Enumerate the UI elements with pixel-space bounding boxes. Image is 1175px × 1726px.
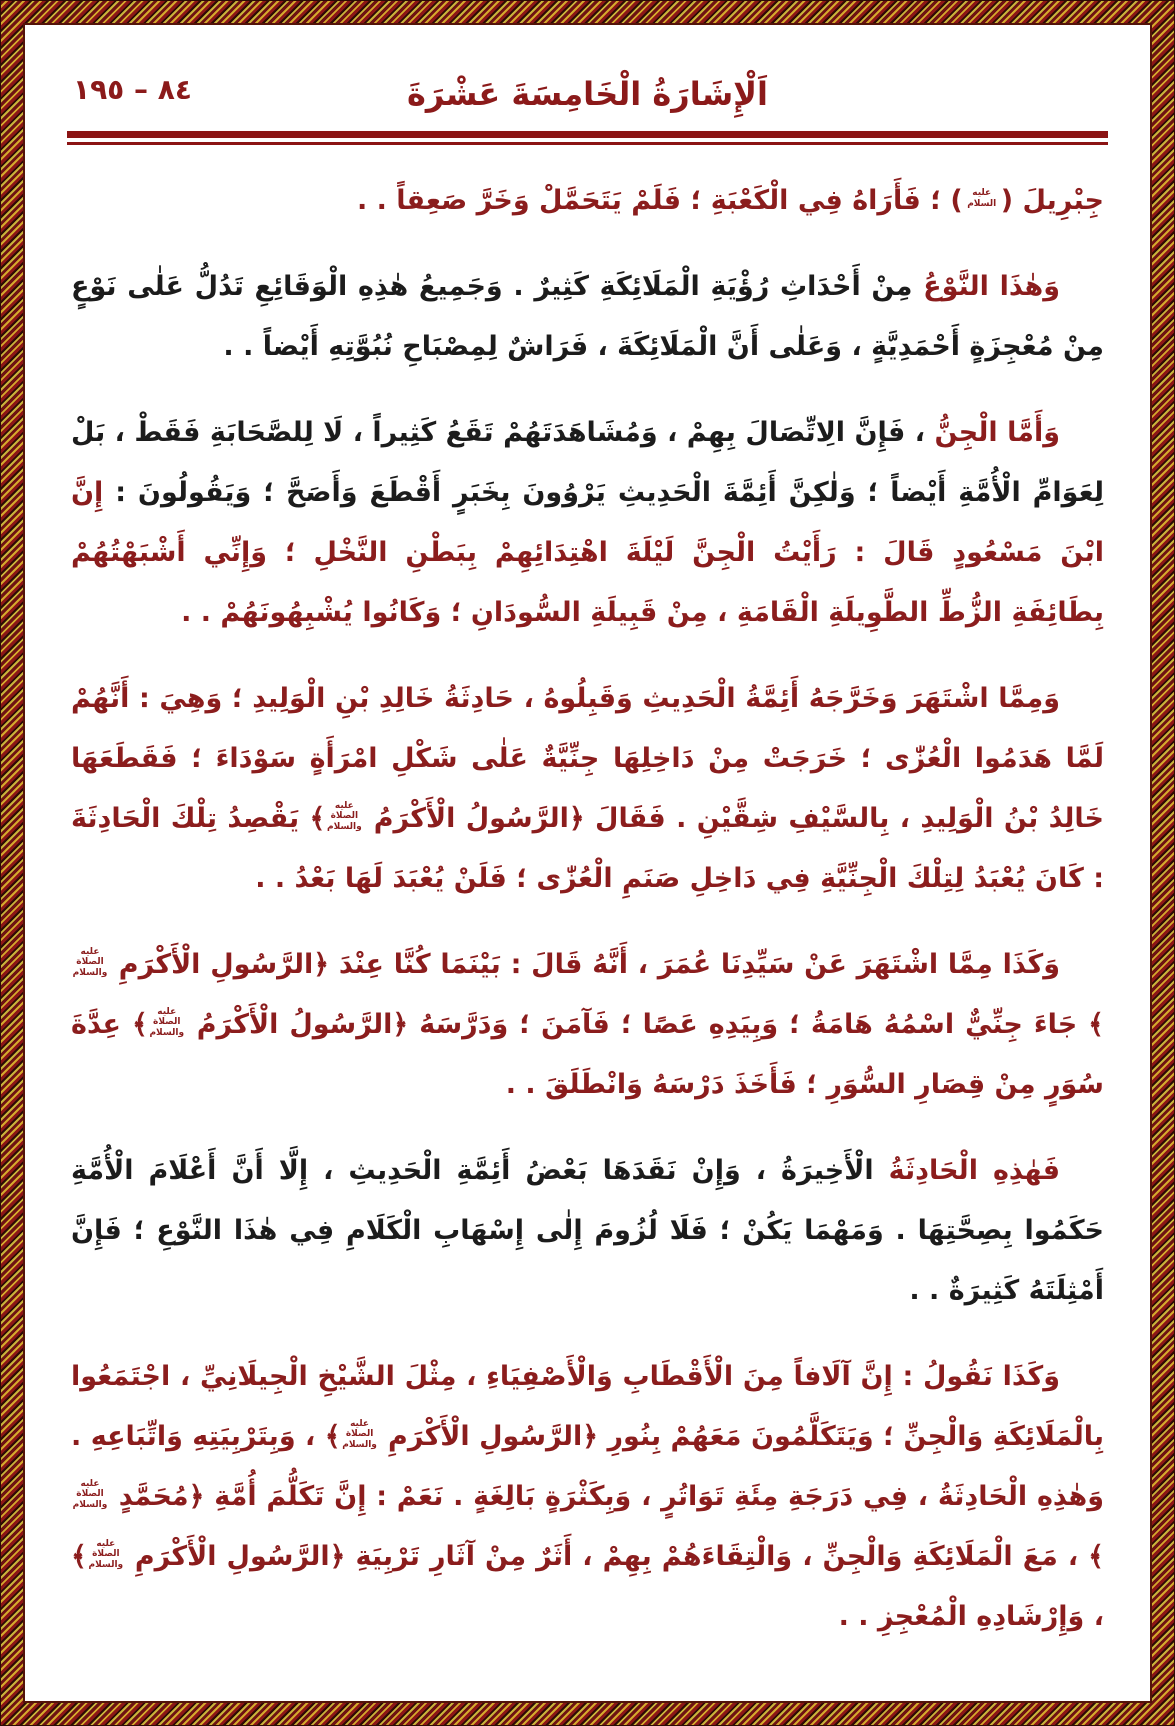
text-segment: وَكَذَا مِمَّا اشْتَهَرَ عَنْ سَيِّدِنَا عُمَرَ ، أَنَّهُ قَالَ : بَيْنَمَا كُنَّا عِنْدَ ﴿الرَّسُولِ الْأَكْرَمِ [109,949,1060,980]
text-segment: وَمِمَّا اشْتَهَرَ وَخَرَّجَهُ أَئِمَّةُ الْحَدِيثِ وَقَبِلُوهُ ، حَادِثَةُ خَالِدِ بْنِ الْوَلِيدِ ؛ وَهِيَ : أَنَّهُمْ لَمَّا هَدَمُوا الْعُزّٰى ؛ خَرَجَتْ مِنْ دَاخِلِهَا جِنِّيَّةٌ عَلٰى شَكْلِ امْرَأَةٍ سَوْدَاءَ ؛ فَقَطَعَهَا خَالِدُ بْنُ الْوَلِيدِ ، بِالسَّيْفِ شِقَّيْنِ . فَقَالَ ﴿الرَّسُولُ الْأَكْرَمُ [71,683,1104,834]
text-segment: ﴾ جَاءَ جِنِّيٌّ اسْمُهُ هَامَةُ ؛ وَبِيَدِهِ عَصًا ؛ فَآمَنَ ؛ وَدَرَّسَهُ ﴿الرَّسُولُ الْأَكْرَمُ [185,1009,1105,1040]
text-segment: جِبْرِيلَ ( [1000,185,1104,216]
honorific-seal: عليه الصلاة والسلام [149,1007,185,1038]
page-header [65,65,1110,123]
honorific-seal: عليه الصلاة والسلام [327,801,362,832]
paragraph-1 [71,171,1104,231]
text-segment: وَهٰذَا النَّوْعُ [912,271,1060,302]
honorific-seal: عليه الصلاة والسلام [342,1419,377,1450]
body-text [65,171,1110,1647]
text-segment: ) ؛ فَأَرَاهُ فِي الْكَعْبَةِ ؛ فَلَمْ يَتَحَمَّلْ وَخَرَّ صَعِقاً . . [356,185,963,216]
text-segment: إِنَّ ابْنَ مَسْعُودٍ قَالَ : رَأَيْتُ الْجِنَّ لَيْلَةَ اهْتِدَائِهِمْ بِبَطْنِ النَّخْلِ ؛ وَإِنِّي أَشْبَهْتُهُمْ بِطَائِفَةِ الزُّطِّ الطَّوِيلَةِ الْقَامَةِ ، مِنْ قَبِيلَةِ السُّودَانِ ؛ وَكَانُوا يُشْبِهُونَهُمْ . . [71,477,1104,628]
page-title: اَلْإِشَارَةُ الْخَامِسَةَ عَشْرَةَ [407,75,768,113]
text-segment: ﴾ ، وَإِرْشَادِهِ الْمُعْجِزِ . . [71,1541,1104,1632]
paragraph-7 [71,1347,1104,1647]
text-segment: وَكَذَا نَقُولُ : إِنَّ آلَافاً مِنَ الْأَقْطَابِ وَالْأَصْفِيَاءِ ، مِثْلَ الشَّيْخِ الْجِيلَانِيِّ ، اجْتَمَعُوا بِالْمَلَائِكَةِ وَالْجِنِّ ؛ وَيَتَكَلَّمُونَ مَعَهُمْ بِنُورِ ﴿الرَّسُولِ الْأَكْرَمِ [71,1361,1104,1452]
text-segment: فَهٰذِهِ الْحَادِثَةُ [873,1155,1060,1186]
text-segment: ﴾ ، وَبِتَرْبِيَتِهِ وَاتِّبَاعِهِ . وَهٰذِهِ الْحَادِثَةُ ، فِي دَرَجَةِ مِئَةِ تَوَاتُرٍ ، وَبِكَثْرَةٍ بَالِغَةٍ . نَعَمْ : إِنَّ تَكَلُّمَ أُمَّةِ ﴿مُحَمَّدٍ [71,1421,1104,1512]
honorific-seal: عليه الصلاة والسلام [88,1539,124,1570]
honorific-seal: عليه الصلاة والسلام [72,947,108,978]
paragraph-2 [71,257,1104,377]
honorific-seal: عليه الصلاة والسلام [72,1479,108,1510]
text-segment: الْأَخِيرَةُ ، وَإِنْ نَقَدَهَا بَعْضُ أَئِمَّةِ الْحَدِيثِ ، إِلَّا أَنَّ أَعْلَامَ الْأُمَّةِ حَكَمُوا بِصِحَّتِهَا . وَمَهْمَا يَكُنْ ؛ فَلَا لُزُومَ إِلٰى إِسْهَابِ الْكَلَامِ فِي هٰذَا النَّوْعِ ؛ فَإِنَّ أَمْثِلَتَهُ كَثِيرَةٌ . . [71,1155,1104,1306]
paragraph-4 [71,669,1104,909]
divider-thick-rule [67,131,1108,138]
text-segment: ﴾ عِدَّةَ سُوَرٍ مِنْ قِصَارِ السُّوَرِ ؛ فَأَخَذَ دَرْسَهُ وَانْطَلَقَ . . [71,1009,1104,1100]
paragraph-5 [71,935,1104,1115]
paragraph-3 [71,403,1104,643]
text-segment: ، فَإِنَّ الِاتِّصَالَ بِهِمْ ، وَمُشَاهَدَتَهُمْ تَقَعُ كَثِيراً ، لَا لِلصَّحَابَةِ فَقَطْ ، بَلْ لِعَوَامِّ الْأُمَّةِ أَيْضاً ؛ وَلٰكِنَّ أَئِمَّةَ الْحَدِيثِ يَرْوُونَ بِخَبَرٍ أَقْطَعَ وَأَصَحَّ ؛ وَيَقُولُونَ : [71,417,1104,508]
paragraph-6 [71,1141,1104,1321]
text-segment: مِنْ أَحْدَاثِ رُؤْيَةِ الْمَلَائِكَةِ كَثِيرٌ . وَجَمِيعُ هٰذِهِ الْوَقَائِعِ تَدُلُّ عَلٰى نَوْعٍ مِنْ مُعْجِزَةٍ أَحْمَدِيَّةٍ ، وَعَلٰى أَنَّ الْمَلَائِكَةَ ، فَرَاشٌ لِمِصْبَاحِ نُبُوَّتِهِ أَيْضاً . . [71,271,1104,362]
page-number: ٨٤ – ١٩٥ [73,73,192,106]
honorific-seal: عليه السلام [967,188,997,209]
page-sheet [23,23,1152,1703]
header-divider [67,131,1108,145]
text-segment: وَأَمَّا الْجِنُّ [925,417,1060,448]
text-segment: ﴾ ، مَعَ الْمَلَائِكَةِ وَالْجِنِّ ، وَالْتِقَاءَهُمْ بِهِمْ ، أَثَرٌ مِنْ آثَارِ تَرْبِيَةِ ﴿الرَّسُولِ الْأَكْرَمِ [124,1541,1104,1572]
text-segment: ﴾ يَقْصِدُ تِلْكَ الْحَادِثَةَ : كَانَ يُعْبَدُ لِتِلْكَ الْجِنِّيَّةِ فِي دَاخِلِ صَنَمِ الْعُزّٰى ؛ فَلَنْ يُعْبَدَ لَهَا بَعْدُ . . [71,803,1104,894]
divider-thin-rule [67,142,1108,145]
